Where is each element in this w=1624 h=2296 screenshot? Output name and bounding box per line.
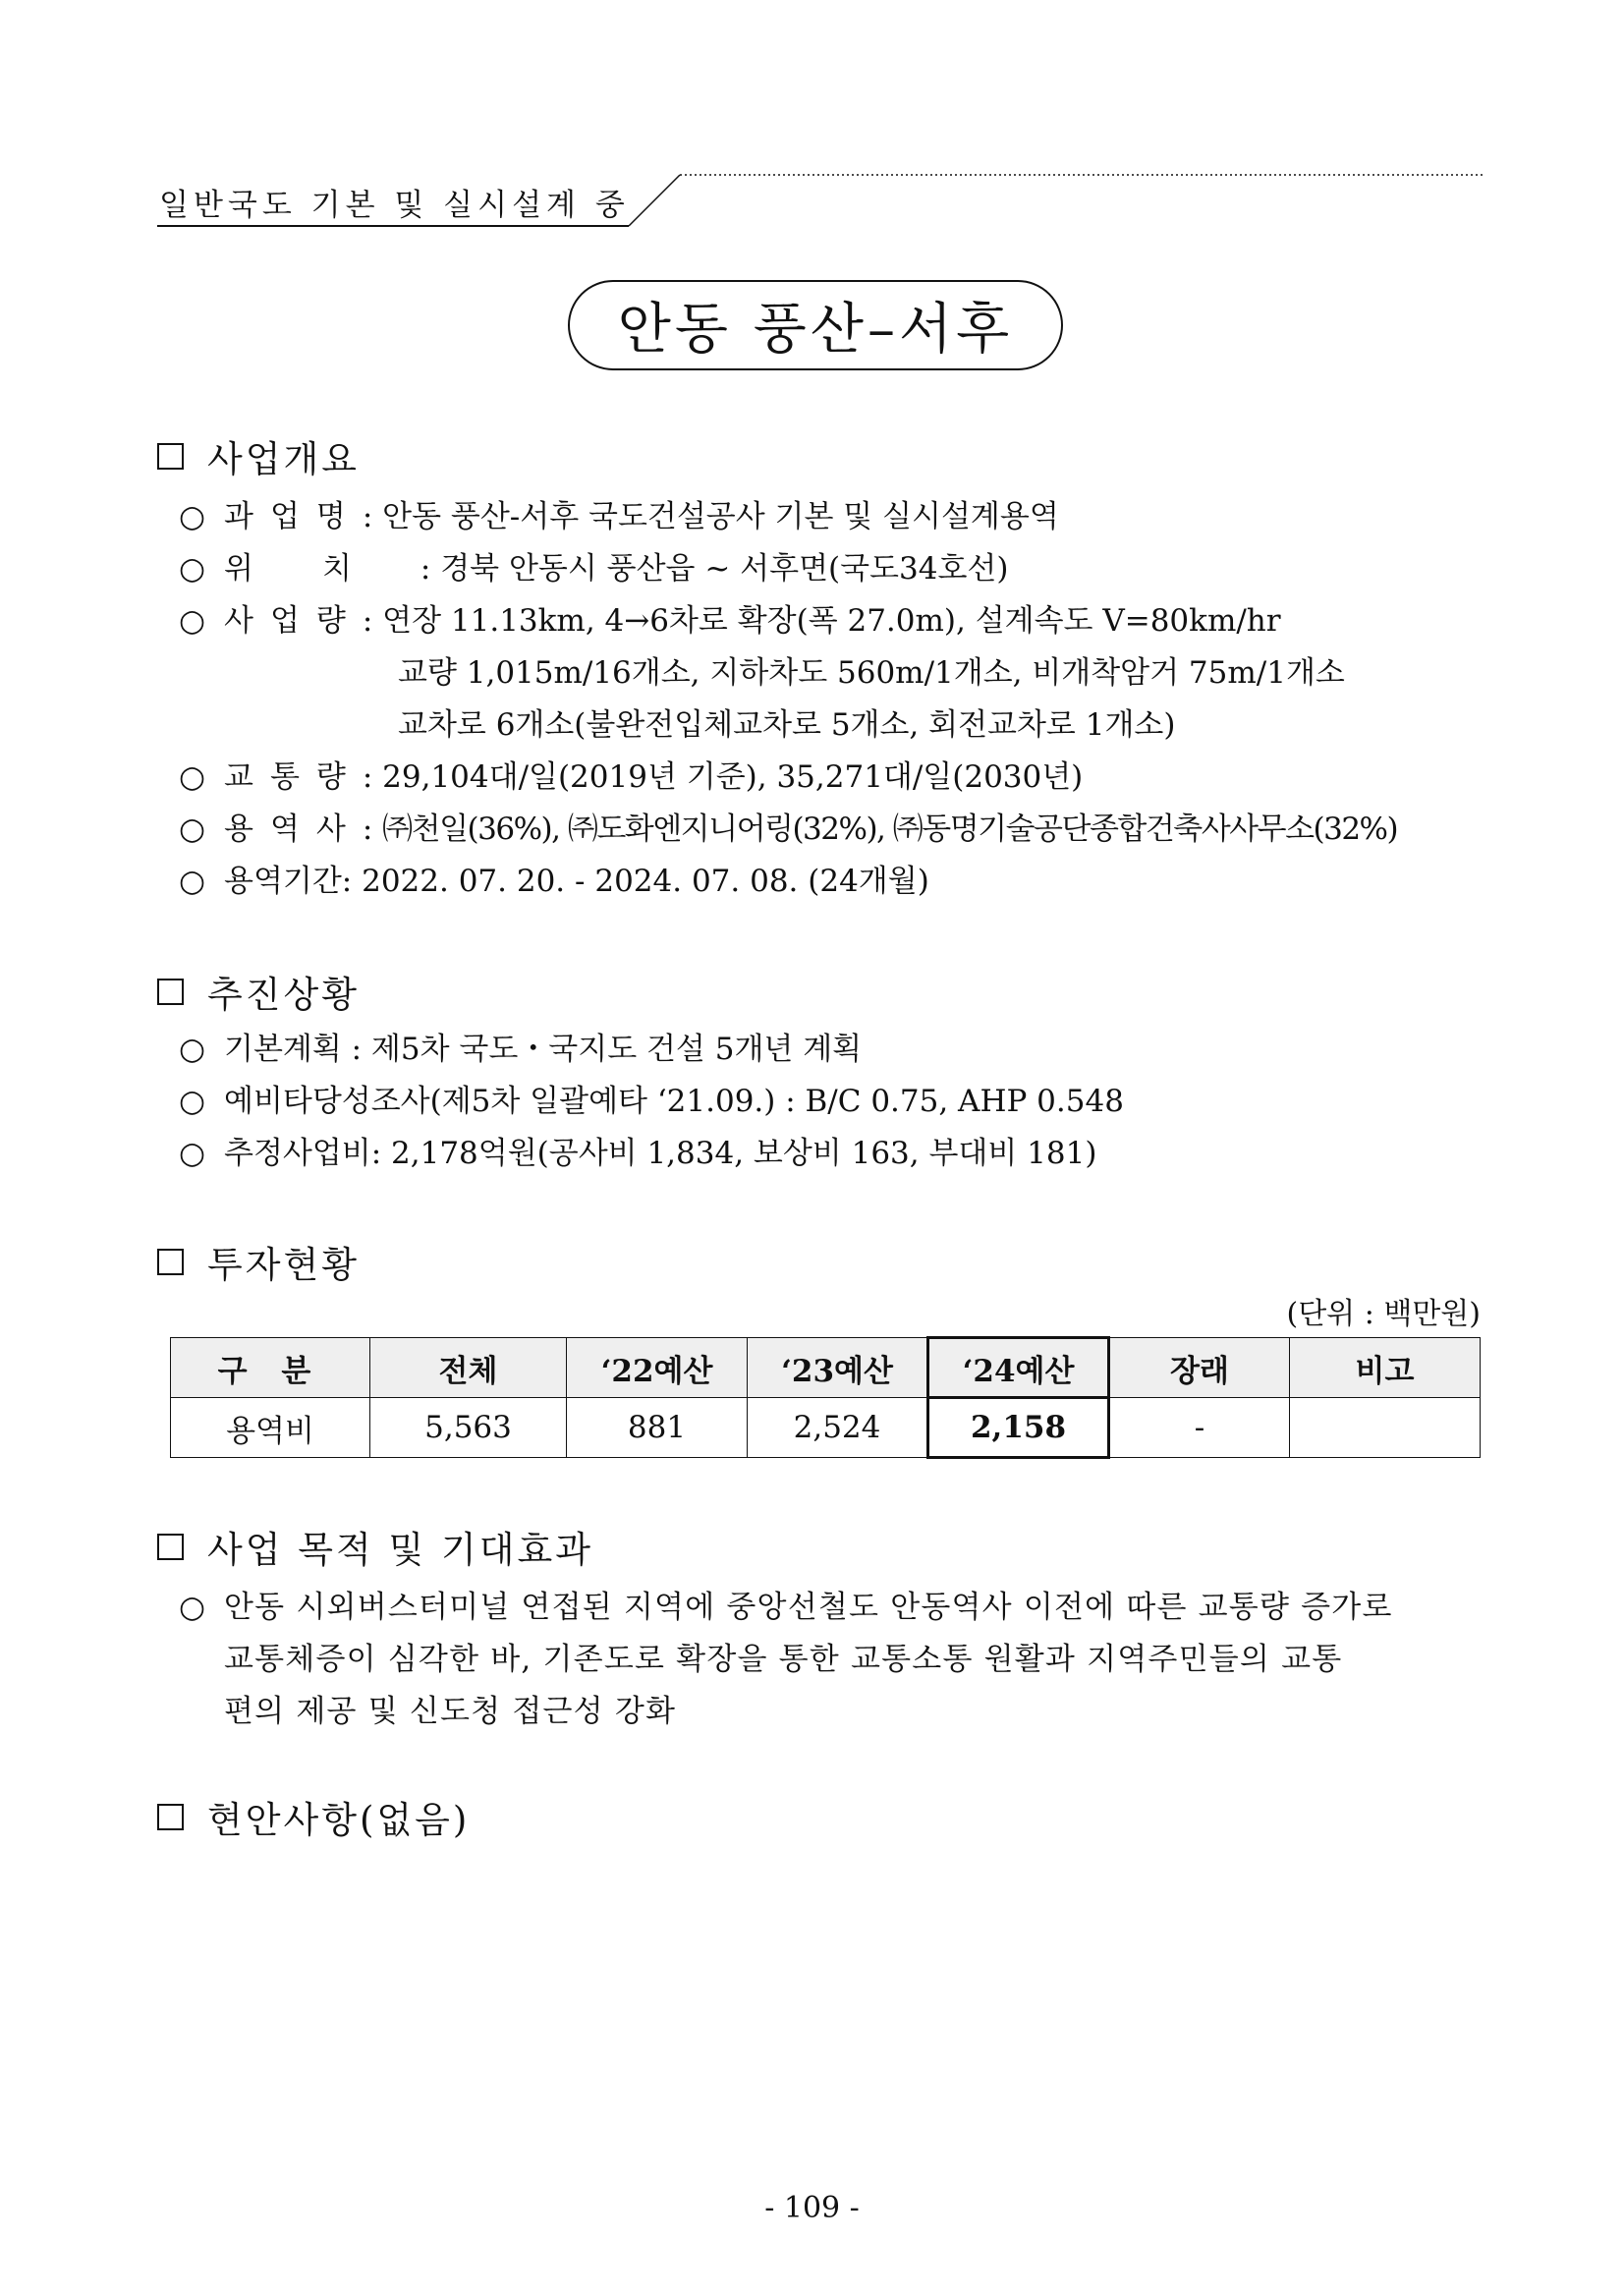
- checkbox-square-icon: [157, 979, 184, 1005]
- project-title: 안동 풍산–서후: [617, 298, 1014, 362]
- table-cell: 881: [567, 1398, 748, 1458]
- section-purpose-heading: 사업 목적 및 기대효과: [157, 1520, 593, 1573]
- table-cell-highlighted: 2,158: [928, 1398, 1109, 1458]
- table-header-cell: ‘22예산: [567, 1338, 748, 1398]
- overview-item-scope-line-3: 교차로 6개소(불완전입체교차로 5개소, 회전교차로 1개소): [398, 707, 1176, 743]
- table-header-cell: 구 분: [171, 1338, 370, 1398]
- section-issues-heading: 현안사항(없음): [157, 1790, 470, 1843]
- progress-item: ○ 추정사업비: 2,178억원(공사비 1,834, 보상비 163, 부대비 181): [179, 1136, 1097, 1171]
- checkbox-square-icon: [157, 1534, 184, 1560]
- overview-item-traffic: ○ 교통량: 29,104대/일(2019년 기준), 35,271대/일(2030년): [179, 759, 1084, 795]
- table-cell: 5,563: [370, 1398, 567, 1458]
- table-header-cell: 비고: [1290, 1338, 1481, 1398]
- project-title-box: [568, 280, 1063, 370]
- section-investment-heading: 투자현황: [157, 1235, 360, 1288]
- bullet-circle-icon: ○: [179, 759, 206, 795]
- progress-item: ○ 예비타당성조사(제5차 일괄예타 ‘21.09.) : B/C 0.75, AHP 0.548: [179, 1084, 1124, 1119]
- table-row: [171, 1398, 1481, 1458]
- bullet-circle-icon: ○: [179, 1032, 206, 1067]
- purpose-paragraph-line-2: 교통체증이 심각한 바, 기존도로 확장을 통한 교통소통 원활과 지역주민들의 교통: [224, 1642, 1343, 1677]
- bullet-circle-icon: ○: [179, 1136, 206, 1171]
- checkbox-square-icon: [157, 443, 184, 470]
- purpose-paragraph-line-3: 편의 제공 및 신도청 접근성 강화: [224, 1694, 677, 1729]
- bullet-circle-icon: ○: [179, 1590, 207, 1625]
- bullet-circle-icon: ○: [179, 864, 206, 899]
- overview-item-location: ○ 위치: 경북 안동시 풍산읍 ~ 서후면(국도34호선): [179, 551, 1009, 587]
- table-unit-note: (단위 : 백만원): [1286, 1297, 1481, 1331]
- table-header-cell: 전체: [370, 1338, 567, 1398]
- checkbox-square-icon: [157, 1804, 184, 1830]
- bullet-circle-icon: ○: [179, 1084, 206, 1119]
- overview-item-period: ○ 용역기간: 2022. 07. 20. - 2024. 07. 08. (24개월): [179, 864, 929, 899]
- table-cell: [1290, 1398, 1481, 1458]
- section-overview-heading: 사업개요: [157, 429, 360, 482]
- section-progress-heading: 추진상황: [157, 965, 360, 1018]
- table-cell: 용역비: [171, 1398, 370, 1458]
- table-header-cell: ‘23예산: [748, 1338, 928, 1398]
- investment-table: [170, 1336, 1481, 1459]
- bullet-circle-icon: ○: [179, 551, 206, 587]
- overview-item-scope-line-2: 교량 1,015m/16개소, 지하차도 560m/1개소, 비개착암거 75m/1개소: [398, 655, 1345, 691]
- bullet-circle-icon: ○: [179, 603, 206, 639]
- progress-item: ○ 기본계획 : 제5차 국도・국지도 건설 5개년 계획: [179, 1032, 863, 1067]
- table-header-cell-highlighted: ‘24예산: [928, 1338, 1109, 1398]
- table-header-row: [171, 1338, 1481, 1398]
- page-number: - 109 -: [764, 2191, 860, 2225]
- running-header: [157, 172, 1484, 231]
- bullet-circle-icon: ○: [179, 812, 206, 847]
- overview-item-scope: ○ 사업량: 연장 11.13km, 4→6차로 확장(폭 27.0m), 설계속도 V=80km/hr: [179, 603, 1281, 639]
- bullet-circle-icon: ○: [179, 499, 206, 534]
- overview-item-task-name: ○ 과업명: 안동 풍산-서후 국도건설공사 기본 및 실시설계용역: [179, 499, 1059, 534]
- running-header-title: 일반국도 기본 및 실시설계 중: [159, 188, 630, 223]
- overview-item-contractor: ○ 용역사: ㈜천일(36%), ㈜도화엔지니어링(32%), ㈜동명기술공단종합건축사사무소(32%): [179, 812, 1398, 847]
- table-cell: -: [1109, 1398, 1290, 1458]
- table-cell: 2,524: [748, 1398, 928, 1458]
- checkbox-square-icon: [157, 1249, 184, 1275]
- purpose-paragraph-line-1: ○ 안동 시외버스터미널 연접된 지역에 중앙선철도 안동역사 이전에 따른 교통량 증가로: [179, 1590, 1393, 1625]
- table-header-cell: 장래: [1109, 1338, 1290, 1398]
